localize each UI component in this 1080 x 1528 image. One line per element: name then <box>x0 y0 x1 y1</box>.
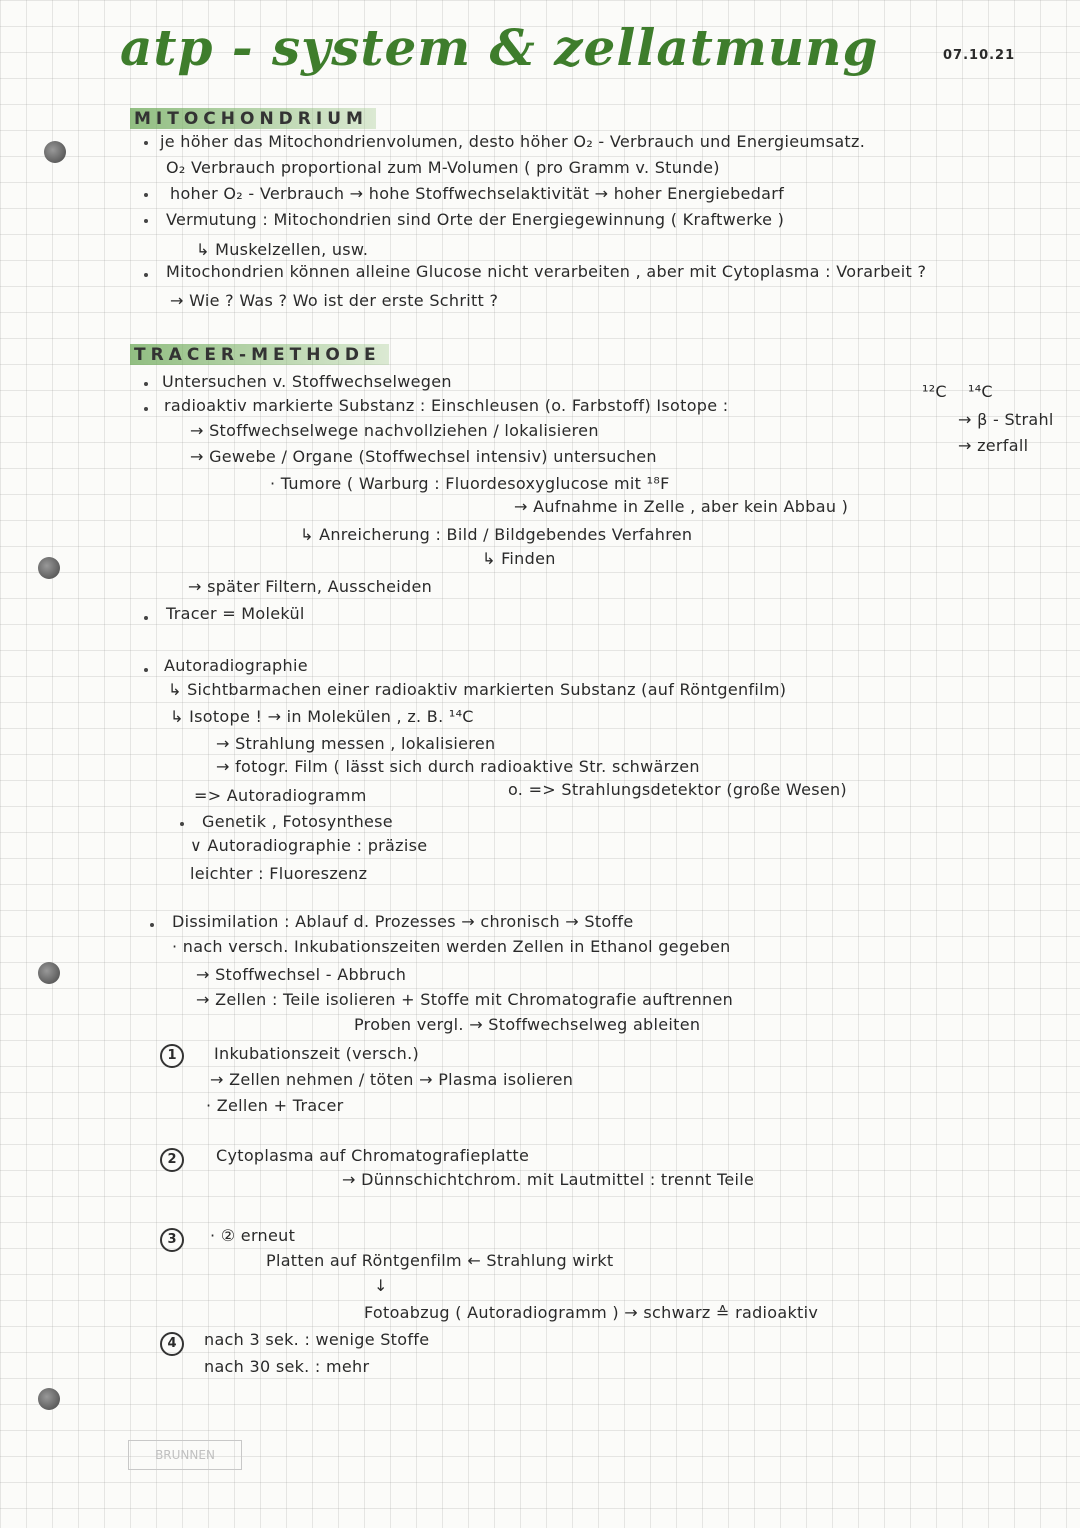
bullet <box>144 382 148 386</box>
punch-hole-3 <box>38 962 60 984</box>
mito-line-7: → Wie ? Was ? Wo ist der erste Schritt ? <box>170 291 499 310</box>
bullet <box>144 219 148 223</box>
diss-line-4: → Zellen : Teile isolieren + Stoffe mit Chromatografie auftrennen <box>196 990 734 1009</box>
punch-hole-4 <box>38 1388 60 1410</box>
header-tracer-methode: TRACER-METHODE <box>130 344 389 365</box>
step1-line-2: → Zellen nehmen / töten → Plasma isolieren <box>210 1070 574 1089</box>
step-number-1: 1 <box>160 1044 184 1068</box>
diss-line-5: Proben vergl. → Stoffwechselweg ableiten <box>354 1015 701 1034</box>
bullet <box>150 923 154 927</box>
bullet <box>144 668 148 672</box>
tracer-line-4: → Gewebe / Organe (Stoffwechsel intensiv) untersuchen <box>190 447 657 466</box>
step1-line-3: · Zellen + Tracer <box>206 1096 344 1115</box>
auto-line-10: leichter : Fluoreszenz <box>190 864 368 883</box>
step-number-2: 2 <box>160 1148 184 1172</box>
step2-line-2: → Dünnschichtchrom. mit Lautmittel : trennt Teile <box>342 1170 755 1189</box>
tracer-line-3: → Stoffwechselwege nachvollziehen / lokalisieren <box>190 421 599 440</box>
bullet <box>144 616 148 620</box>
isotope-note-zerfall: → zerfall <box>958 436 1029 455</box>
mito-line-2: O₂ Verbrauch proportional zum M-Volumen ( pro Gramm v. Stunde) <box>166 158 720 177</box>
diss-line-3: → Stoffwechsel - Abbruch <box>196 965 407 984</box>
step-number-3: 3 <box>160 1228 184 1252</box>
diss-line-1: Dissimilation : Ablauf d. Prozesses → chronisch → Stoffe <box>172 912 634 931</box>
tracer-line-8: ↳ Finden <box>482 549 556 568</box>
isotope-note-beta: → β - Strahl <box>958 410 1054 429</box>
bullet <box>180 822 184 826</box>
page-title: atp - system & zellatmung <box>120 18 879 77</box>
bullet <box>144 141 148 145</box>
auto-line-9: ∨ Autoradiographie : präzise <box>190 836 428 855</box>
mito-line-5: ↳ Muskelzellen, usw. <box>196 240 369 259</box>
bullet <box>144 193 148 197</box>
tracer-line-10: Tracer = Molekül <box>166 604 305 623</box>
auto-line-4: → Strahlung messen , lokalisieren <box>216 734 496 753</box>
bullet <box>144 273 148 277</box>
mito-line-4: Vermutung : Mitochondrien sind Orte der Energiegewinnung ( Kraftwerke ) <box>166 210 785 229</box>
mito-line-1: je höher das Mitochondrienvolumen, desto höher O₂ - Verbrauch und Energieumsatz. <box>160 132 866 151</box>
header-mitochondrium: MITOCHONDRIUM <box>130 108 376 129</box>
punch-hole-1 <box>44 141 66 163</box>
bullet <box>144 407 148 411</box>
step2-line-1: Cytoplasma auf Chromatografieplatte <box>216 1146 530 1165</box>
step3-line-4: Fotoabzug ( Autoradiogramm ) → schwarz ≙ radioaktiv <box>364 1303 819 1322</box>
diss-line-2: · nach versch. Inkubationszeiten werden Zellen in Ethanol gegeben <box>172 937 731 956</box>
step4-line-2: nach 30 sek. : mehr <box>204 1357 370 1376</box>
mito-line-3: hoher O₂ - Verbrauch → hohe Stoffwechselaktivität → hoher Energiebedarf <box>170 184 785 203</box>
step-number-4: 4 <box>160 1332 184 1356</box>
auto-line-2: ↳ Sichtbarmachen einer radioaktiv markierten Substanz (auf Röntgenfilm) <box>168 680 787 699</box>
isotope-c14: ¹⁴C <box>968 382 993 401</box>
tracer-line-2: radioaktiv markierte Substanz : Einschleusen (o. Farbstoff) Isotope : <box>164 396 729 415</box>
step3-line-2: Platten auf Röntgenfilm ← Strahlung wirkt <box>266 1251 614 1270</box>
tracer-line-1: Untersuchen v. Stoffwechselwegen <box>162 372 452 391</box>
step1-line-1: Inkubationszeit (versch.) <box>214 1044 419 1063</box>
step3-line-3: ↓ <box>374 1276 388 1295</box>
punch-hole-2 <box>38 557 60 579</box>
step4-line-1: nach 3 sek. : wenige Stoffe <box>204 1330 430 1349</box>
step3-line-1: · ② erneut <box>210 1226 296 1245</box>
mito-line-6: Mitochondrien können alleine Glucose nicht verarbeiten , aber mit Cytoplasma : Vorarbeit ? <box>166 262 927 281</box>
isotope-c12: ¹²C <box>922 382 947 401</box>
brand-stamp: BRUNNEN <box>128 1440 242 1470</box>
tracer-line-9: → später Filtern, Ausscheiden <box>188 577 433 596</box>
auto-line-6: => Autoradiogramm <box>194 786 367 805</box>
tracer-line-6: → Aufnahme in Zelle , aber kein Abbau ) <box>514 497 849 516</box>
auto-line-7: o. => Strahlungsdetektor (große Wesen) <box>508 780 847 799</box>
auto-line-8: Genetik , Fotosynthese <box>202 812 393 831</box>
date-label: 07.10.21 <box>943 48 1016 63</box>
auto-line-3: ↳ Isotope ! → in Molekülen , z. B. ¹⁴C <box>170 707 474 726</box>
auto-line-1: Autoradiographie <box>164 656 308 675</box>
tracer-line-7: ↳ Anreicherung : Bild / Bildgebendes Verfahren <box>300 525 693 544</box>
auto-line-5: → fotogr. Film ( lässt sich durch radioaktive Str. schwärzen <box>216 757 700 776</box>
tracer-line-5: · Tumore ( Warburg : Fluordesoxyglucose mit ¹⁸F <box>270 474 670 493</box>
